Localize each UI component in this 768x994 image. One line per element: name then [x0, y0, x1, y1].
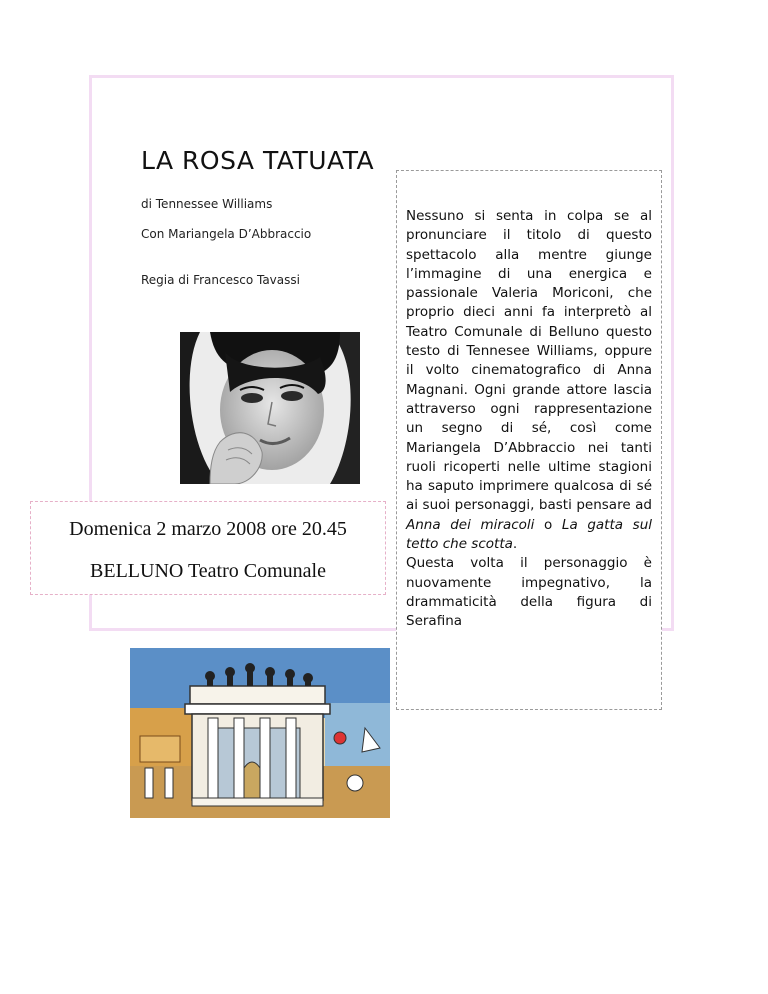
article-connector: o	[534, 516, 562, 533]
article-period: .	[512, 536, 518, 553]
author-line: di Tennessee Williams	[141, 197, 273, 211]
event-date-box	[30, 501, 386, 595]
work-title-1: Anna dei miracoli	[406, 516, 535, 533]
article-box	[396, 170, 662, 710]
event-date: Domenica 2 marzo 2008 ore 20.45	[69, 518, 347, 540]
actress-portrait	[180, 332, 360, 484]
article-paragraph-2: Questa volta il personaggio è nuovamente impegnativo, la drammaticità della figura di Serafina	[406, 555, 652, 630]
article-paragraph	[406, 207, 652, 554]
play-title: LA ROSA TATUATA	[141, 146, 375, 175]
event-venue: BELLUNO Teatro Comunale	[90, 560, 326, 582]
article-text-1: Nessuno si senta in colpa se al pronunciare il titolo di questo spettacolo alla mentre giunge l’immagine di una energica e passionale Valeria Moriconi, che proprio dieci anni fa interpretò al Teatro Comunale di Belluno questo testo di Tennesee Williams, oppure il volto cinematografico di Anna Magnani. Ogni grande attore lascia attraverso ogni rappresentazione un segno di sé, così come Mariangela D’Abbraccio nei tanti ruoli ricoperti nelle ultime stagioni ha saputo imprimere qualcosa di sé ai suoi personaggi, basti pensare ad	[406, 208, 652, 514]
director-line: Regia di Francesco Tavassi	[141, 273, 300, 287]
cast-line: Con Mariangela D’Abbraccio	[141, 227, 312, 241]
work-title-2: La gatta sul tetto che scotta	[406, 516, 653, 553]
theatre-illustration	[130, 648, 390, 818]
